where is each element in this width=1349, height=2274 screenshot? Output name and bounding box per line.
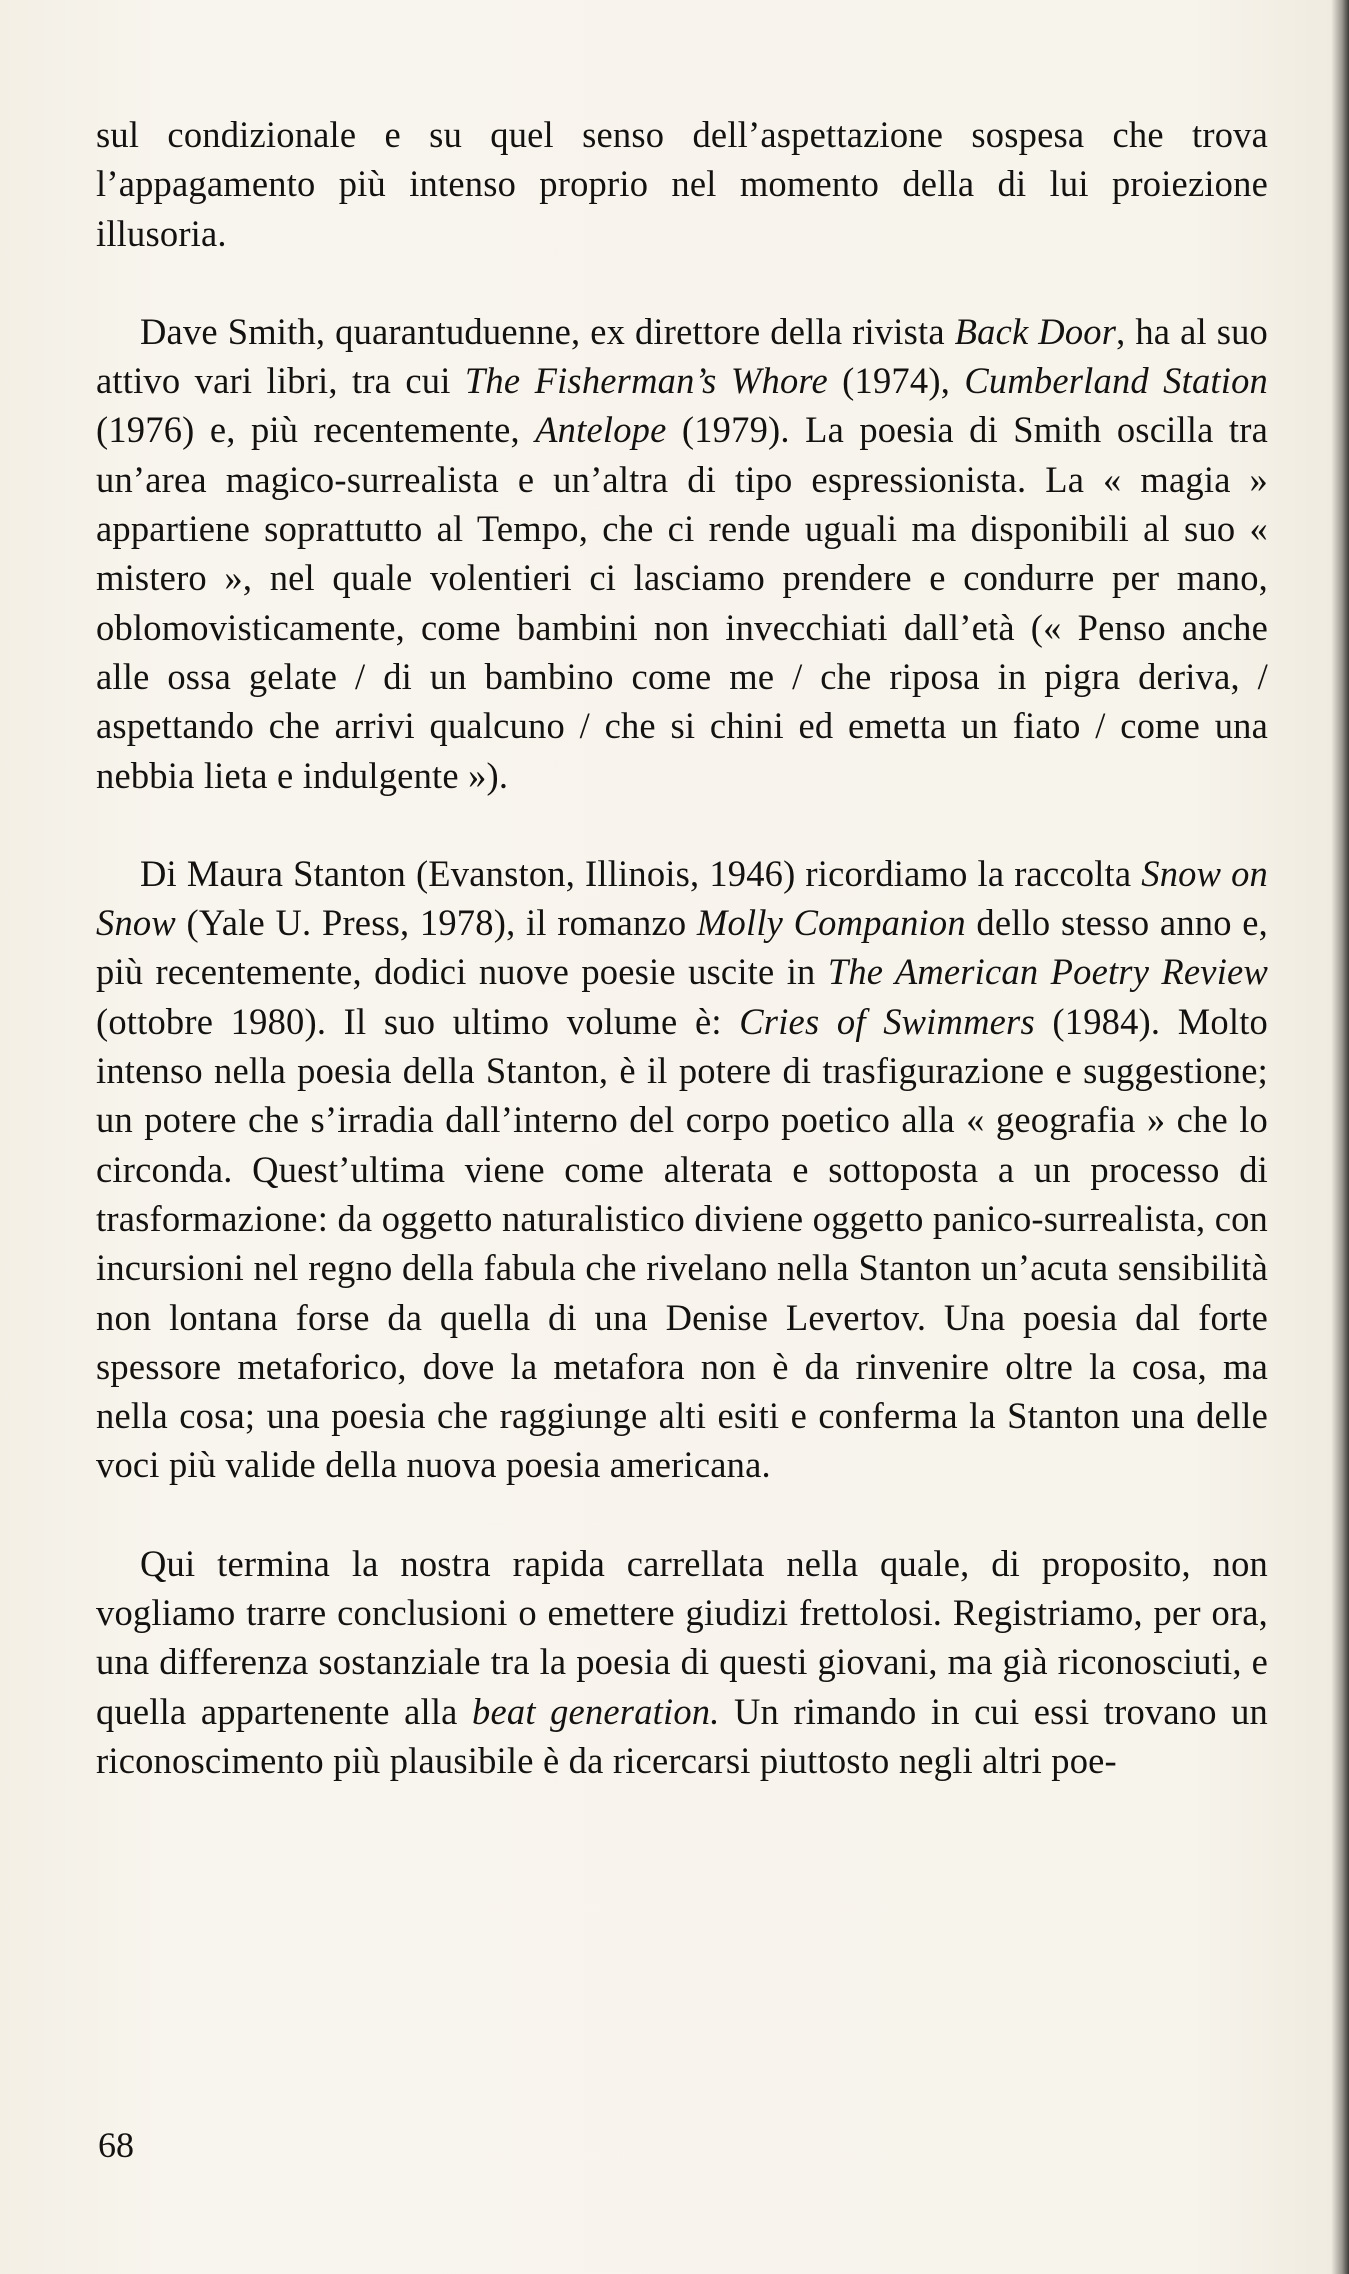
- text-run: (ottobre 1980). Il suo ultimo volume è:: [96, 1000, 740, 1042]
- text-run: Dave Smith, quarantuduenne, ex direttore della rivista: [140, 310, 955, 352]
- text-run: , ha al suo attivo vari libri, tra cui: [96, 310, 1269, 402]
- title-american-poetry-review: The American Poetry Review: [827, 951, 1268, 993]
- title-back-door: Back Door: [954, 310, 1117, 352]
- term-beat-generation: beat generation.: [472, 1690, 720, 1732]
- text-run: dello stesso anno e, più recentemente, dodici nuove poesie uscite in: [96, 902, 1268, 993]
- body-text: [96, 110, 1268, 1785]
- paragraph-conclusion: [96, 1539, 1268, 1785]
- text-run: (1974),: [827, 360, 965, 402]
- page-number: 68: [98, 2125, 134, 2165]
- title-fishermans-whore: The Fisherman’s Whore: [464, 360, 828, 402]
- text-run: (1979). La poesia di Smith oscilla tra un’area magico-surrealista e un’altra di tipo espressionista. La « magia » appartiene soprattutto al Tempo, che ci rende uguali ma disponibili al suo « mistero », nel quale volentieri ci lasciamo prendere e condurre per mano, oblomovisticamente, come bambini non invecchiati dall’età (« Penso anche alle ossa gelate / di un bambino come me / che riposa in pigra deriva, / aspettando che arrivi qualcuno / che si chini ed emetta un fiato / come una nebbia lieta e indulgente »).: [96, 409, 1268, 796]
- text-run: (Yale U. Press, 1978), il romanzo: [175, 902, 697, 944]
- page-edge-shadow: [1331, 0, 1349, 2274]
- text-run: Un rimando in cui essi trovano un riconoscimento più plausibile è da ricercarsi piuttosto negli altri poe-: [96, 1690, 1268, 1781]
- paragraph-continuation: [96, 110, 1268, 258]
- text-run: (1984). Molto intenso nella poesia della Stanton, è il potere di trasfigurazione e suggestione; un potere che s’irradia dall’interno del corpo poetico alla « geografia » che lo circonda. Quest’ultima viene come alterata e sottoposta a un processo di trasformazione: da oggetto naturalistico diviene oggetto panico-surrealista, con incursioni nel regno della fabula che rivelano nella Stanton un’acuta sensibilità non lontana forse da quella di una Denise Levertov. Una poesia dal forte spessore metaforico, dove la metafora non è da rinvenire oltre la cosa, ma nella cosa; una poesia che raggiunge alti esiti e conferma la Stanton una delle voci più valide della nuova poesia americana.: [96, 1000, 1268, 1486]
- title-cries-of-swimmers: Cries of Swimmers: [739, 1000, 1035, 1042]
- paragraph-dave-smith: [96, 307, 1268, 800]
- text-run: Qui termina la nostra rapida carrellata nella quale, di proposito, non vogliamo trarre conclusioni o emettere giudizi frettolosi. Registriamo, per ora, una differenza sostanziale tra la poesia di questi giovani, ma già riconosciuti, e quella appartenente alla: [96, 1542, 1268, 1732]
- title-snow-on-snow: Snow on Snow: [96, 852, 1268, 944]
- text-run: (1976) e, più recentemente,: [96, 409, 536, 451]
- title-cumberland-station: Cumberland Station: [964, 360, 1268, 402]
- title-molly-companion: Molly Companion: [696, 902, 966, 944]
- paragraph-maura-stanton: [96, 849, 1268, 1490]
- text-run: sul condizionale e su quel senso dell’aspettazione sospesa che trova l’appagamento più intenso proprio nel momento della di lui proiezione illusoria.: [96, 114, 1268, 254]
- title-antelope: Antelope: [535, 409, 667, 451]
- text-run: Di Maura Stanton (Evanston, Illinois, 1946) ricordiamo la raccolta: [140, 852, 1142, 894]
